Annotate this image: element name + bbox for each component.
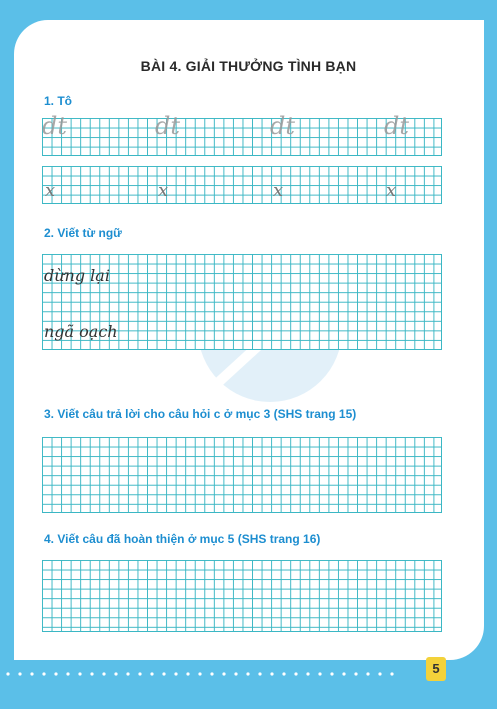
decorative-dots-bottom bbox=[4, 672, 404, 676]
writing-grid-sentence bbox=[42, 560, 442, 632]
trace-dt-1: dt bbox=[42, 112, 68, 140]
trace-x-3: x bbox=[273, 180, 284, 201]
section-3-heading: 3. Viết câu trả lời cho câu hỏi c ở mục 3 (SHS trang 15) bbox=[44, 407, 357, 421]
section-4-heading: 4. Viết câu đã hoàn thiện ở mục 5 (SHS trang 16) bbox=[44, 532, 321, 546]
trace-dt-2: dt bbox=[155, 112, 181, 140]
lesson-title: BÀI 4. GIẢI THƯỞNG TÌNH BẠN bbox=[140, 58, 357, 74]
word-2: ngã oạch bbox=[44, 322, 118, 341]
section-2-heading: 2. Viết từ ngữ bbox=[44, 226, 122, 240]
section-1-heading: 1. Tô bbox=[44, 94, 73, 108]
decorative-dots-top bbox=[196, 26, 436, 30]
trace-x-2: x bbox=[158, 180, 169, 201]
writing-grid-answer bbox=[42, 437, 442, 513]
tracing-grid-2 bbox=[42, 166, 442, 204]
trace-x-1: x bbox=[45, 180, 56, 201]
page-number: 5 bbox=[426, 657, 446, 681]
word-1: dừng lại bbox=[44, 266, 110, 285]
tracing-grid-1 bbox=[42, 118, 442, 156]
trace-x-4: x bbox=[386, 180, 397, 201]
trace-dt-4: dt bbox=[384, 112, 410, 140]
trace-dt-3: dt bbox=[270, 112, 296, 140]
